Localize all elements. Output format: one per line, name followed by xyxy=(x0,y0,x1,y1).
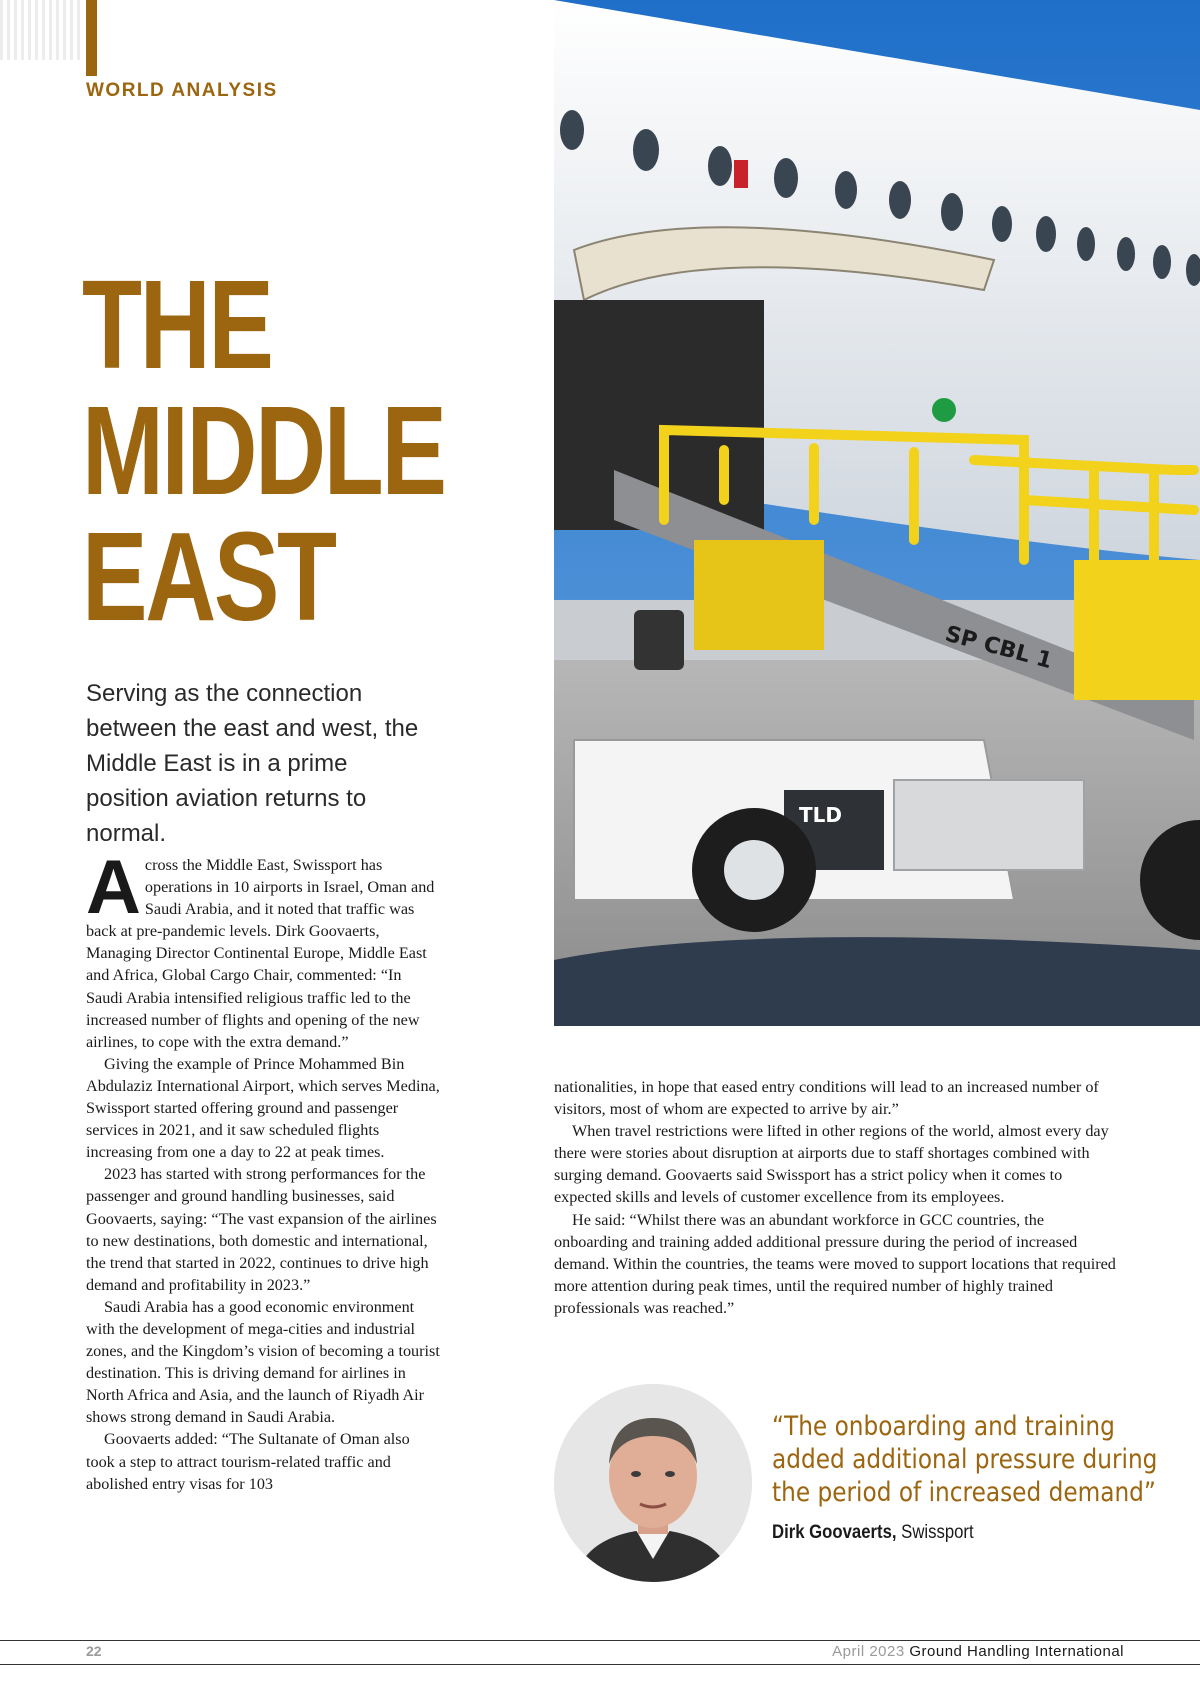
article-paragraph: nationalities, in hope that eased entry conditions will lead to an increased number of visitors, most of whom are expected to arrive by air.” xyxy=(554,1078,1099,1119)
article-column-right xyxy=(554,1076,1120,1319)
vehicle-text: SP CBL 1 xyxy=(942,621,1055,675)
portrait-illustration xyxy=(554,1384,752,1582)
standfirst: Serving as the connection between the east and west, the Middle East is in a prime position aviation returns to normal. xyxy=(86,680,419,847)
paragraph-text: cross the Middle East, Swissport has operations in 10 airports in Israel, Oman and Saudi Arabia, and it noted that traffic was back at pre-pandemic levels. Dirk Goovaerts, Managing Director Continental Europe, Middle East and Africa, Global Cargo Chair, commented: “In Saudi Arabia intensified religious traffic led to the increased number of flights and opening of the new airlines, to cope with the extra demand.” xyxy=(86,856,435,1051)
footer-publication xyxy=(832,1643,1124,1660)
attribution-org: Swissport xyxy=(901,1522,974,1543)
article-paragraph: 2023 has started with strong performances for the passenger and ground handling businesses, said Goovaerts, saying: “The vast expansion of the airlines to new destinations, both domestic and international, the trend that started in 2022, continues to drive high demand and profitability in 2023.” xyxy=(86,1165,437,1294)
aircraft-loading-illustration xyxy=(554,0,1200,1026)
foreground-vehicle xyxy=(554,937,1200,1026)
headline-line-2: MIDDLE xyxy=(82,380,445,521)
aircraft-loading-photo xyxy=(554,0,1200,1026)
article-paragraph xyxy=(86,845,442,1053)
section-label: WORLD ANALYSIS xyxy=(86,80,278,101)
headline-line-1: THE xyxy=(82,254,272,395)
headline xyxy=(82,254,445,647)
article-paragraph: Saudi Arabia has a good economic environment with the development of mega-cities and industrial zones, and the Kingdom’s vision of becoming a tourist destination. This is driving demand for airlines in North Africa and Asia, and the launch of Riyadh Air shows strong demand in Saudi Arabia. xyxy=(86,1297,440,1427)
footer-rule-bottom xyxy=(0,1664,1200,1665)
wheel-hub xyxy=(724,840,784,900)
quote-attribution xyxy=(772,1522,974,1544)
door-marker xyxy=(734,160,748,188)
headline-line-3: EAST xyxy=(82,506,335,647)
pull-quote xyxy=(772,1410,1158,1509)
side-mirror xyxy=(634,610,684,670)
left-eye xyxy=(631,1471,641,1477)
beacon-light xyxy=(932,398,956,422)
portrait-photo xyxy=(554,1384,752,1582)
magazine-name: Ground Handling International xyxy=(909,1643,1124,1660)
right-eye xyxy=(665,1471,675,1477)
pull-quote-line-2: added additional pressure during xyxy=(772,1444,1158,1475)
loader-cab-frame xyxy=(694,540,824,650)
section-accent-bar xyxy=(86,0,97,76)
page-number: 22 xyxy=(86,1643,102,1659)
article-paragraph: He said: “Whilst there was an abundant workforce in GCC countries, the onboarding and training added additional pressure during the period of increased demand. Within the countries, the teams were moved to support locations that required more attention during peak times, until the required number of highly trained professionals was reached.” xyxy=(554,1210,1116,1317)
footer-rule-top xyxy=(0,1640,1200,1641)
issue-date: April 2023 xyxy=(832,1643,905,1660)
pull-quote-line-3: the period of increased demand” xyxy=(772,1477,1156,1508)
article-paragraph: When travel restrictions were lifted in other regions of the world, almost every day there were stories about disruption at airports due to staff shortages combined with surging demand. Goovaerts said Swissport has a strict policy when it comes to expected skills and levels of customer excellence from its employees. xyxy=(554,1122,1109,1207)
attribution-name: Dirk Goovaerts, xyxy=(772,1522,897,1543)
badge-text: TLD xyxy=(799,803,842,827)
pull-quote-line-1: “The onboarding and training xyxy=(772,1411,1115,1442)
corner-stripes-decoration xyxy=(0,0,80,60)
loader-yellow-body xyxy=(1074,560,1200,700)
diamond-plate xyxy=(894,780,1084,870)
article-paragraph: Goovaerts added: “The Sultanate of Oman also took a step to attract tourism-related traffic and abolished entry visas for 103 xyxy=(86,1430,410,1493)
article-column-left xyxy=(86,845,442,1495)
article-paragraph: Giving the example of Prince Mohammed Bin Abdulaziz International Airport, which serves Medina, Swissport started offering ground and passenger services in 2021, and it saw scheduled flights increasing from one a day to 22 at peak times. xyxy=(86,1054,440,1162)
drop-cap: A xyxy=(86,845,141,930)
